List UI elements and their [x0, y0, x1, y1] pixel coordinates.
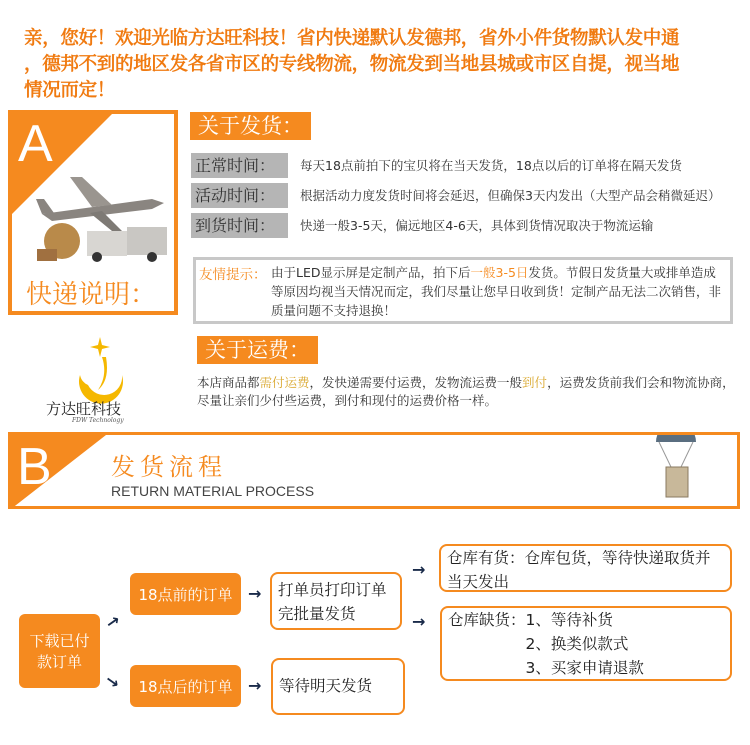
arrow-icon: →	[412, 560, 426, 579]
arrow-icon: →	[248, 676, 262, 695]
shipping-fee-text	[197, 374, 737, 410]
section-a-panel	[8, 110, 178, 315]
fee-highlight: 到付	[522, 375, 548, 390]
arrow-icon: →	[101, 669, 124, 694]
shipping-header: 关于发货：	[190, 112, 311, 140]
welcome-line: ，德邦不到的地区发各省市区的专线物流，物流发到当地县城或市区自提，视当地	[24, 54, 680, 75]
tip-text	[271, 263, 726, 320]
arrow-icon: →	[412, 612, 426, 631]
shipping-fee-header: 关于运费：	[197, 336, 318, 364]
fee-text-part: ，运费发货前我们会和物流协商，尽量让亲们少付些运费，到付和现付的运费价格一样。	[197, 375, 735, 408]
out-of-stock-option: 2、换类似款式	[525, 635, 629, 653]
airplane-truck-illustration	[32, 169, 172, 269]
out-of-stock-option: 3、买家申请退款	[525, 659, 644, 677]
section-letter: B	[17, 438, 52, 496]
step-print-and-ship: 打单员打印订单完批量发货	[270, 572, 402, 630]
tip-label: 友情提示：	[199, 267, 267, 283]
welcome-line: 情况而定！	[24, 80, 116, 101]
tip-text-part: 由于LED显示屏是定制产品，拍下后	[271, 265, 471, 280]
logo-name: 方达旺科技	[46, 400, 122, 418]
step-wait-next-day: 等待明天发货	[271, 658, 405, 715]
logo-subtitle: FDW Technology	[72, 417, 124, 424]
normal-time-label: 正常时间：	[191, 153, 288, 178]
arrow-icon: →	[101, 609, 124, 634]
express-caption: 快递说明：	[26, 280, 157, 310]
friendly-tip-box	[193, 257, 733, 324]
step-download-paid-orders: 下载已付款订单	[19, 614, 100, 688]
arrow-icon: →	[248, 584, 262, 603]
welcome-line: 亲，您好！欢迎光临方达旺科技！省内快递默认发德邦，省外小件货物默认发中通	[24, 28, 680, 49]
promo-time-label: 活动时间：	[191, 183, 288, 208]
welcome-notice	[24, 26, 744, 104]
out-of-stock-option: 1、等待补货	[525, 611, 613, 629]
step-out-of-stock	[440, 606, 732, 681]
arrival-time-label: 到货时间：	[191, 213, 288, 238]
parachute-crate-icon	[651, 432, 701, 507]
section-letter: A	[18, 115, 53, 173]
fee-highlight: 需付运费	[259, 375, 310, 390]
out-of-stock-label: 仓库缺货：	[448, 611, 526, 629]
tip-text-part: 发货。节假日发货量大或排单造成等原因均视当天情况而定，我们尽量让您早日收到货！定制产品无法二次销售，非质量问题不支持退换！	[271, 265, 722, 318]
process-title: 发货流程	[111, 453, 227, 481]
promo-time-text: 根据活动力度发货时间将会延迟，但确保3天内发出（大型产品会稍微延迟）	[300, 188, 721, 203]
process-subtitle: RETURN MATERIAL PROCESS	[111, 483, 315, 499]
fee-text-part: ，发快递需要付运费，发物流运费一般	[309, 375, 523, 390]
section-b-banner	[8, 432, 740, 509]
step-orders-after-18: 18点后的订单	[130, 665, 241, 707]
tip-highlight: 一般3-5日	[470, 265, 529, 280]
step-orders-before-18: 18点前的订单	[130, 573, 241, 615]
fee-text-part: 本店商品都	[197, 375, 260, 390]
step-in-stock: 仓库有货：仓库包货，等待快递取货并当天发出	[439, 544, 732, 592]
arrival-time-text: 快递一般3-5天，偏远地区4-6天，具体到货情况取决于物流运输	[300, 218, 654, 233]
normal-time-text: 每天18点前拍下的宝贝将在当天发货，18点以后的订单将在隔天发货	[300, 158, 682, 173]
